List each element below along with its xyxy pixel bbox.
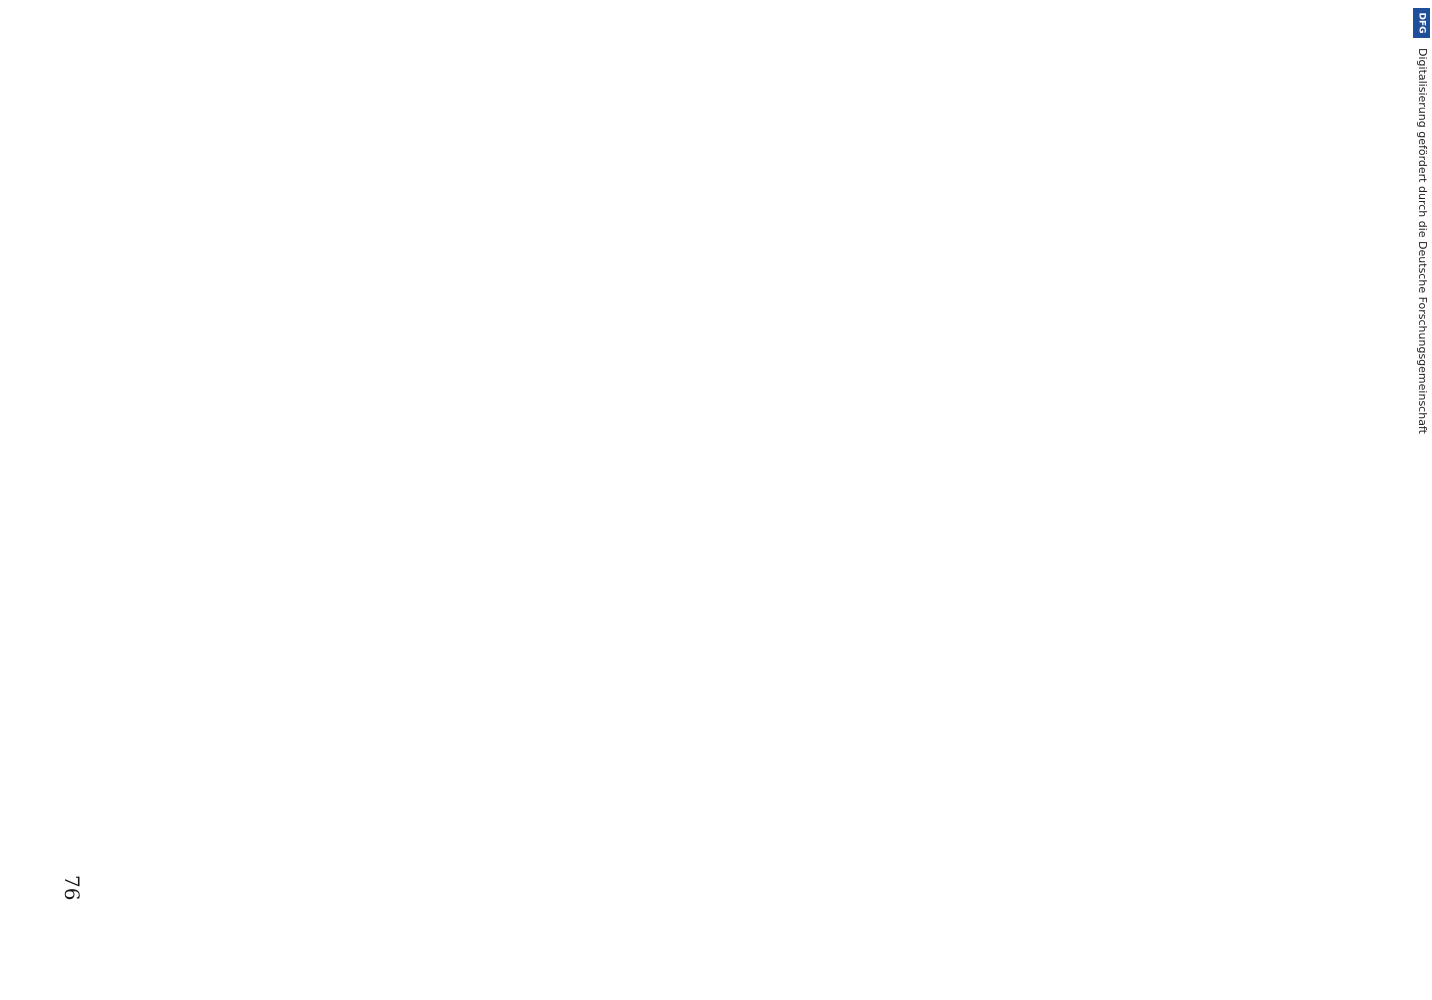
dfg-credit-caption: Digitalisierung gefördert durch die Deutsche Forschungsgemeinschaft [1416, 48, 1429, 434]
dfg-logo: DFG [1413, 8, 1430, 38]
page-number: 76 [60, 875, 84, 901]
